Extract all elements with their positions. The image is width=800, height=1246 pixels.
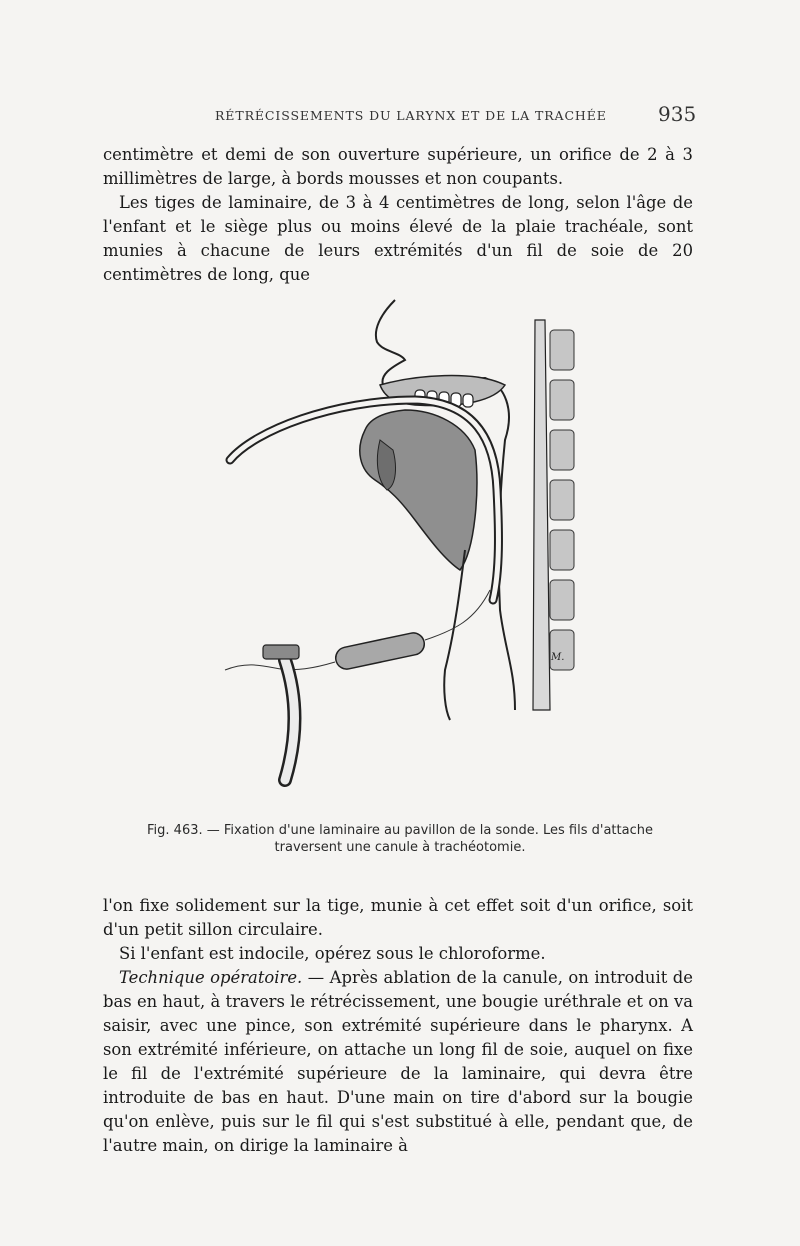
- trachea-outline: [444, 550, 465, 720]
- technique-text: — Après ablation de la canule, on introduit de bas en haut, à travers le rétrécissement, une bougie uréthrale et on va saisir, avec une pince, son extrémité supérieure dans le pharynx. A son extrémité inférieure, on attache un long fil de soie, auquel on fixe le fil de l'extrémité supérieure de la laminaire, qui devra être introduite de bas en haut. D'une main on tire d'abord sur la bougie qu'on enlève, puis sur le fil qui s'est substitué à elle, pendant que, de l'autre main, on dirige la laminaire à: [103, 968, 694, 1155]
- paragraph-technique: [103, 966, 693, 1158]
- page-number: 935: [658, 102, 697, 126]
- figure-caption: [120, 822, 680, 856]
- paragraph-laminaire-tiges: Les tiges de laminaire, de 3 à 4 centimètres de long, selon l'âge de l'enfant et le siège plus ou moins élevé de la plaie trachéale, sont munies à chacune de leurs extrémités d'un fil de soie de 20 centimètres de long, que: [103, 193, 693, 284]
- text-block-top: [103, 143, 693, 287]
- illustrator-signature: M.: [551, 652, 565, 663]
- silk-thread-upper: [425, 590, 490, 640]
- figure-illustration: [215, 290, 595, 790]
- paragraph-continued: centimètre et demi de son ouverture supérieure, un orifice de 2 à 3 millimètres de large, à bords mousses et non coupants.: [103, 145, 693, 188]
- vertebrae: [550, 330, 574, 670]
- spinal-canal: [533, 320, 550, 710]
- sagittal-head-section-drawing: [215, 290, 595, 790]
- text-block-bottom: [103, 894, 693, 1158]
- canule-plate: [263, 645, 299, 659]
- tongue-mass: [360, 410, 477, 570]
- caption-line-2: traversent une canule à trachéotomie.: [274, 840, 526, 855]
- caption-line-1: Fig. 463. — Fixation d'une laminaire au pavillon de la sonde. Les fils d'attache: [147, 823, 653, 838]
- paragraph-fixation: l'on fixe solidement sur la tige, munie à cet effet soit d'un orifice, soit d'un petit sillon circulaire.: [103, 896, 693, 939]
- technique-label: Technique opératoire.: [119, 968, 303, 987]
- laminaire-rod: [334, 631, 427, 671]
- running-title: RÉTRÉCISSEMENTS DU LARYNX ET DE LA TRACHÉE: [215, 108, 607, 123]
- paragraph-chloroforme: Si l'enfant est indocile, opérez sous le chloroforme.: [119, 944, 546, 963]
